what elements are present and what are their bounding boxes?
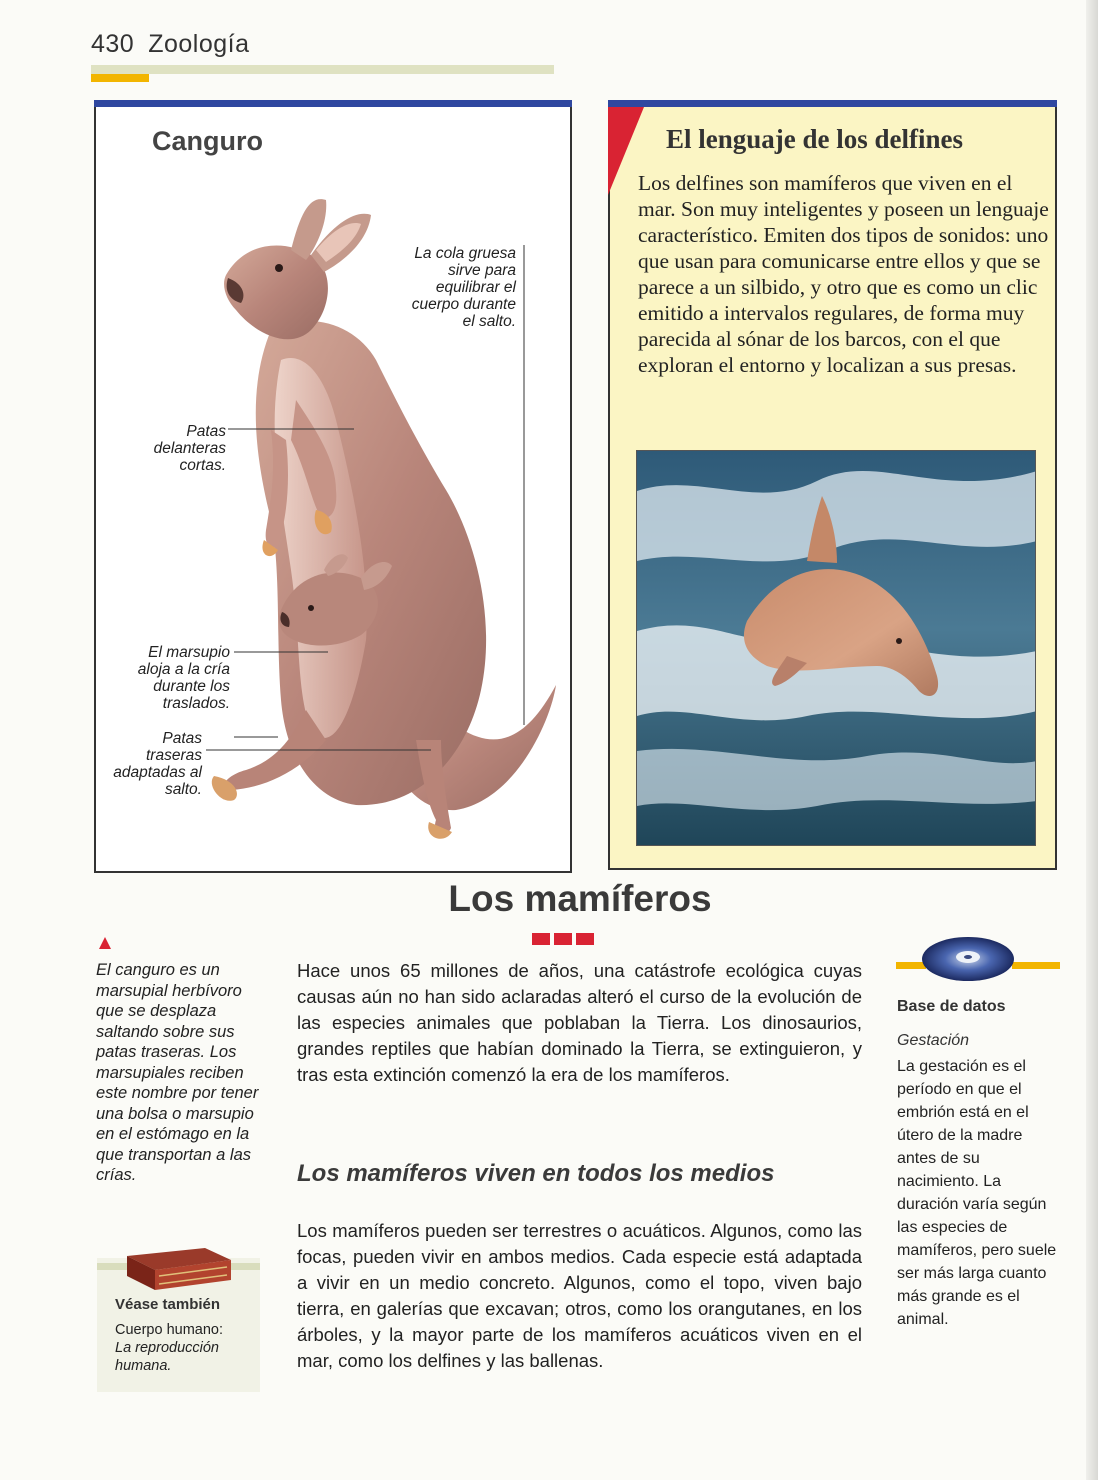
- dolphin-photo: [636, 450, 1036, 846]
- header-rule: [91, 65, 554, 74]
- label-front-legs: Patas delanteras cortas.: [153, 423, 226, 474]
- database-term: Gestación: [897, 1032, 970, 1049]
- see-also-box: [97, 1258, 260, 1392]
- label-tail: La cola gruesa sirve para equilibrar el cuerpo durante el salto.: [411, 245, 516, 330]
- cd-icon: [920, 933, 1016, 985]
- dolphin-text: Los delfines son mamíferos que viven en el mar. Son muy inteligentes y poseen un lenguaje característico. Emiten dos tipos de sonidos: uno que usan para comunicarse entre ellos y que se parece a un silbido, y otro que es como un clic emitido a intervalos regulares, de forma muy parecida al sónar de los barcos, con el que exploran el entorno y localizan a sus presas.: [638, 171, 1049, 377]
- database-text: La gestación es el período en que el embrión está en el útero de la madre antes de su nacimiento. La duración varía según las especies de mamíferos, pero suele ser más larga cuanto más grande es el animal.: [897, 1058, 1057, 1328]
- see-also-line1: Cuerpo humano:: [115, 1322, 224, 1338]
- page-header: [91, 30, 250, 59]
- dolphin-image: [637, 451, 1036, 846]
- main-title: Los mamíferos: [448, 878, 712, 919]
- page-edge: [1086, 0, 1098, 1480]
- dolphin-box-topbar: [608, 100, 1057, 107]
- see-also-text: [115, 1321, 255, 1375]
- dolphin-box: [608, 100, 1057, 870]
- section-subtitle: Los mamíferos viven en todos los medios: [297, 1160, 775, 1187]
- triangle-icon: [99, 937, 111, 949]
- header-accent: [91, 74, 149, 82]
- side-note: El canguro es un marsupial herbívoro que se desplaza saltando sobre sus patas traseras. Los marsupiales reciben este nombre por tener una bolsa o marsupio en el estómago en la que transportan a las crías.: [96, 961, 259, 1184]
- database-rule-right: [1012, 962, 1060, 969]
- label-pouch: El marsupio aloja a la cría durante los traslados.: [137, 644, 230, 712]
- book-icon: [127, 1246, 231, 1292]
- page-number: 430: [91, 30, 135, 58]
- dolphin-title: El lenguaje de los delfines: [666, 124, 964, 154]
- title-squares: [532, 932, 598, 950]
- kangaroo-box: [94, 100, 572, 873]
- section-title: Zoología: [148, 30, 250, 58]
- database-title: Base de datos: [897, 998, 1006, 1015]
- see-also-link[interactable]: La reproducción humana.: [115, 1340, 219, 1374]
- kangaroo-title: Canguro: [152, 126, 263, 156]
- paragraph-intro: Hace unos 65 millones de años, una catástrofe ecológica cuyas causas aún no han sido aclaradas alteró el curso de la evolución de las especies animales que poblaban la Tierra. Los dinosaurios, grandes reptiles que habían dominado la Tierra, se extinguieron, y tras esta extinción comenzó la era de los mamíferos.: [297, 960, 862, 1085]
- see-also-title: Véase también: [115, 1296, 221, 1313]
- label-hind-legs: Patas traseras adaptadas al salto.: [113, 730, 202, 798]
- paragraph-habitats: Los mamíferos pueden ser terrestres o acuáticos. Algunos, como las focas, pueden vivir en ambos medios. Cada especie está adaptada a vivir en un medio concreto. Algunos, como el topo, viven bajo tierra, en galerías que excavan; otros, como los orangutanes, en los árboles, y la mayor parte de los mamíferos acuáticos viven en el mar, como los delfines y las ballenas.: [297, 1220, 862, 1371]
